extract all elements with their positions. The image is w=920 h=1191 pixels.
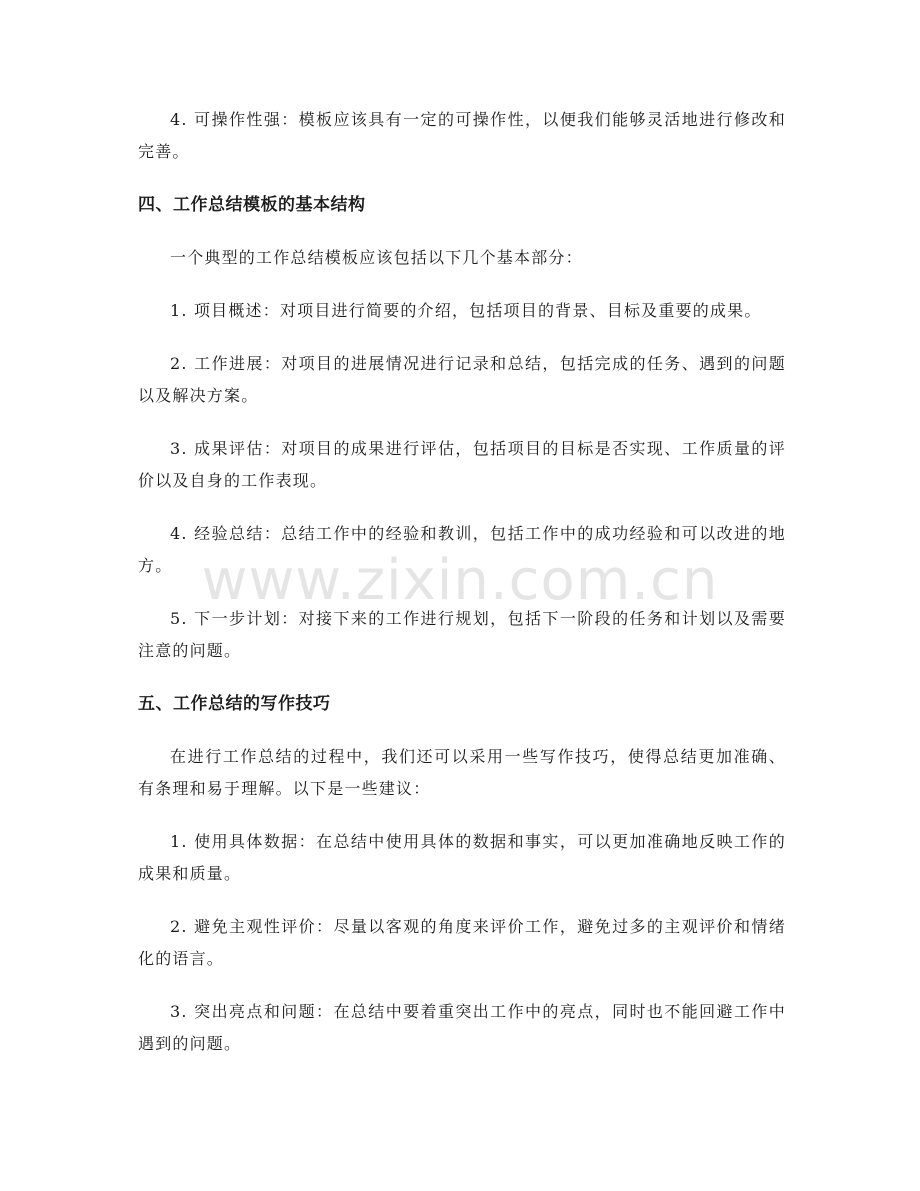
list-item-work-progress: 2. 工作进展：对项目的进展情况进行记录和总结，包括完成的任务、遇到的问题以及解决方案。 xyxy=(138,354,786,405)
section-heading-4: 四、工作总结模板的基本结构 xyxy=(138,195,366,215)
list-item-experience-summary: 4. 经验总结：总结工作中的经验和教训，包括工作中的成功经验和可以改进的地方。 xyxy=(138,524,786,575)
list-item-highlights-problems: 3. 突出亮点和问题：在总结中要着重突出工作中的亮点，同时也不能回避工作中遇到的问题。 xyxy=(138,1002,786,1053)
list-item-operability: 4. 可操作性强：模板应该具有一定的可操作性，以便我们能够灵活地进行修改和完善。 xyxy=(138,110,786,161)
section-heading-5: 五、工作总结的写作技巧 xyxy=(138,694,331,714)
list-item-project-overview: 1. 项目概述：对项目进行简要的介绍，包括项目的背景、目标及重要的成果。 xyxy=(170,301,762,320)
list-item-avoid-subjectivity: 2. 避免主观性评价：尽量以客观的角度来评价工作，避免过多的主观评价和情绪化的语言。 xyxy=(138,917,786,968)
document-body xyxy=(138,104,786,1060)
writing-tips-intro-paragraph: 在进行工作总结的过程中，我们还可以采用一些写作技巧，使得总结更加准确、有条理和易于理解。以下是一些建议： xyxy=(138,747,786,798)
list-item-result-evaluation: 3. 成果评估：对项目的成果进行评估，包括项目的目标是否实现、工作质量的评价以及自身的工作表现。 xyxy=(138,439,786,490)
list-item-use-data: 1. 使用具体数据：在总结中使用具体的数据和事实，可以更加准确地反映工作的成果和质量。 xyxy=(138,832,786,883)
list-item-next-plan: 5. 下一步计划：对接下来的工作进行规划，包括下一阶段的任务和计划以及需要注意的问题。 xyxy=(138,609,786,660)
watermark: www.zixin.com.cn xyxy=(201,548,719,613)
section-intro-paragraph: 一个典型的工作总结模板应该包括以下几个基本部分： xyxy=(170,248,583,267)
